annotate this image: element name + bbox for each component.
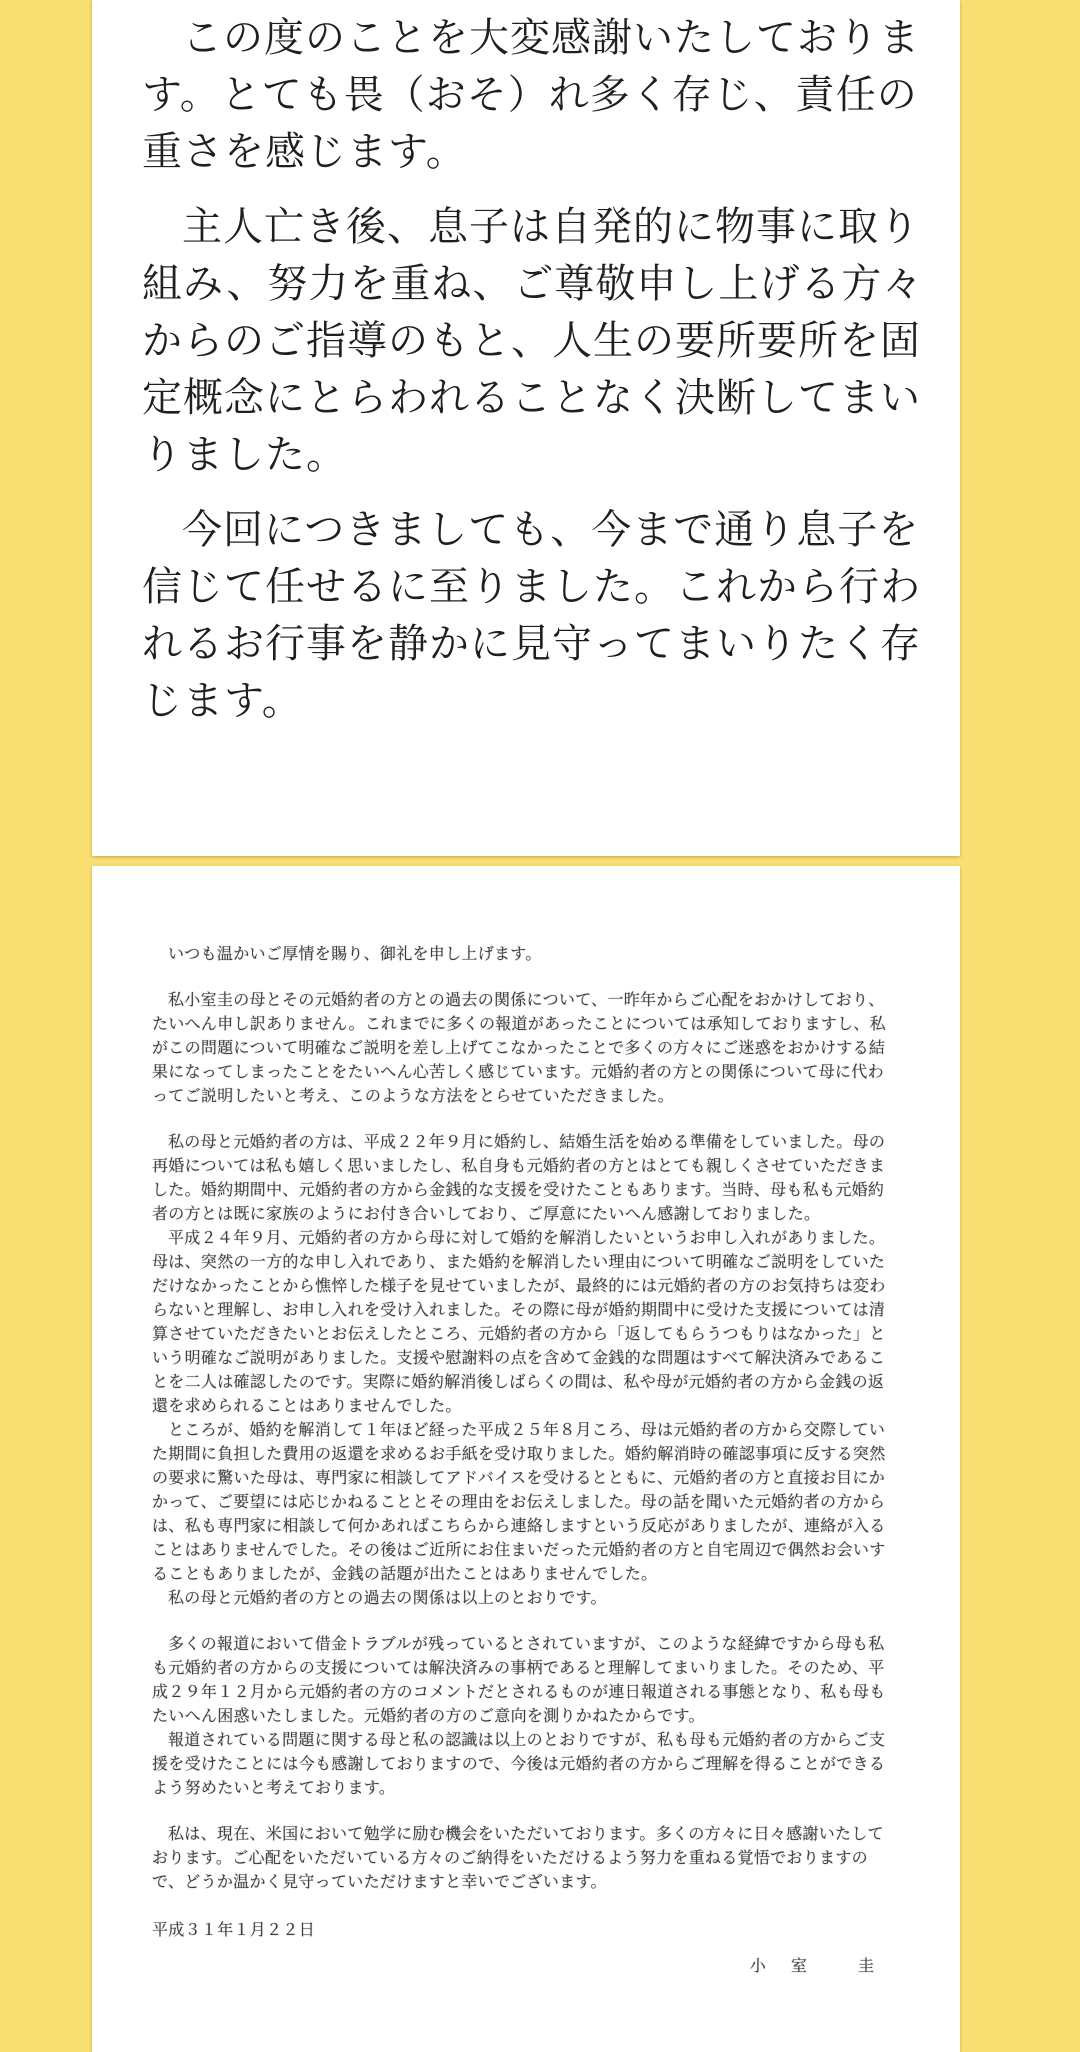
statement-paragraph-2: 主人亡き後、息子は自発的に物事に取り組み、努力を重ね、ご尊敬申し上げる方々からのご指導のもと、人生の要所要所を固定概念にとらわれることなく決断してまいりました。 xyxy=(142,204,924,478)
letter-paragraph-7: 報道されている問題に関する母と私の認識は以上のとおりですが、私も母も元婚約者の方からご支援を受けたことには今も感謝しておりますので、今後は元婚約者の方からご理解を得ることができるよう努めたいと考えております。 xyxy=(152,1730,886,1797)
letter-date: 平成３１年１月２２日 xyxy=(152,1920,316,1939)
letter-signature: 小 室 圭 xyxy=(749,1956,884,1975)
letter-paragraph-4: ところが、婚約を解消して１年ほど経った平成２５年８月ころ、母は元婚約者の方から交際していた期間に負担した費用の返還を求めるお手紙を受け取りました。婚約解消時の確認事項に反する突然の要求に驚いた母は、専門家に相談してアドバイスを受けるとともに、元婚約者の方と直接お目にかかって、ご要望には応じかねることとその理由をお伝えしました。母の話を聞いた元婚約者の方からは、私も専門家に相談して何かあればこちらから連絡しますという反応がありましたが、連絡が入ることはありませんでした。その後はご近所にお住まいだった元婚約者の方と自宅周辺で偶然お会いすることもありましたが、金銭の話題が出たことはありませんでした。 xyxy=(152,1420,886,1583)
letter-paragraph-6: 多くの報道において借金トラブルが残っているとされていますが、このような経緯ですから母も私も元婚約者の方からの支援については解決済みの事柄であると理解してまいりました。そのため、平成２９年１２月から元婚約者の方のコメントだとされるものが連日報道される事態となり、私も母もたいへん困惑いたしました。元婚約者の方のご意向を測りかねたからです。 xyxy=(152,1634,886,1725)
scanned-letter-card xyxy=(92,866,960,2052)
statement-paragraph-3: 今回につきましても、今まで通り息子を信じて任せるに至りました。これから行われるお行事を静かに見守ってまいりたく存じます。 xyxy=(142,507,921,724)
scanned-letter-body xyxy=(152,942,888,1978)
letter-paragraph-5: 私の母と元婚約者の方との過去の関係は以上のとおりです。 xyxy=(168,1588,607,1607)
mother-statement-card xyxy=(92,0,960,856)
letter-greeting: いつも温かいご厚情を賜り、御礼を申し上げます。 xyxy=(168,944,542,963)
letter-paragraph-1: 私小室圭の母とその元婚約者の方との過去の関係について、一昨年からご心配をおかけしており、たいへん申し訳ありません。これまでに多くの報道があったことについては承知しておりますし、私がこの問題について明確なご説明を差し上げてこなかったことで多くの方々にご迷惑をおかけする結果になってしまったことをたいへん心苦しく感じています。元婚約者の方との関係について母に代わってご説明したいと考え、このような方法をとらせていただきました。 xyxy=(152,990,886,1105)
letter-paragraph-2: 私の母と元婚約者の方は、平成２２年９月に婚約し、結婚生活を始める準備をしていました。母の再婚については私も嬉しく思いましたし、私自身も元婚約者の方とはとても親しくさせていただきました。婚約期間中、元婚約者の方から金銭的な支援を受けたこともあります。当時、母も私も元婚約者の方とは既に家族のようにお付き合いしており、ご厚意にたいへん感謝しておりました。 xyxy=(152,1132,886,1223)
statement-paragraph-1: この度のことを大変感謝いたしております。とても畏（おそ）れ多く存じ、責任の重さを感じます。 xyxy=(142,15,920,175)
letter-paragraph-8: 私は、現在、米国において勉学に励む機会をいただいております。多くの方々に日々感謝いたしております。ご心配をいただいている方々のご納得をいただけるよう努力を重ねる覚悟でおりますので、どうか温かく見守っていただけますと幸いでございます。 xyxy=(152,1824,884,1891)
letter-paragraph-3: 平成２４年９月、元婚約者の方から母に対して婚約を解消したいというお申し入れがありました。母は、突然の一方的な申し入れであり、また婚約を解消したい理由について明確なご説明をしていただけなかったことから憔悴した様子を見せていましたが、最終的には元婚約者の方のお気持ちは変わらないと理解し、お申し入れを受け入れました。その際に母が婚約期間中に受けた支援については清算させていただきたいとお伝えしたところ、元婚約者の方から「返してもらうつもりはなかった」という明確なご説明がありました。支援や慰謝料の点を含めて金銭的な問題はすべて解決済みであることを二人は確認したのです。実際に婚約解消後しばらくの間は、私や母が元婚約者の方から金銭の返還を求められることはありませんでした。 xyxy=(152,1228,886,1415)
